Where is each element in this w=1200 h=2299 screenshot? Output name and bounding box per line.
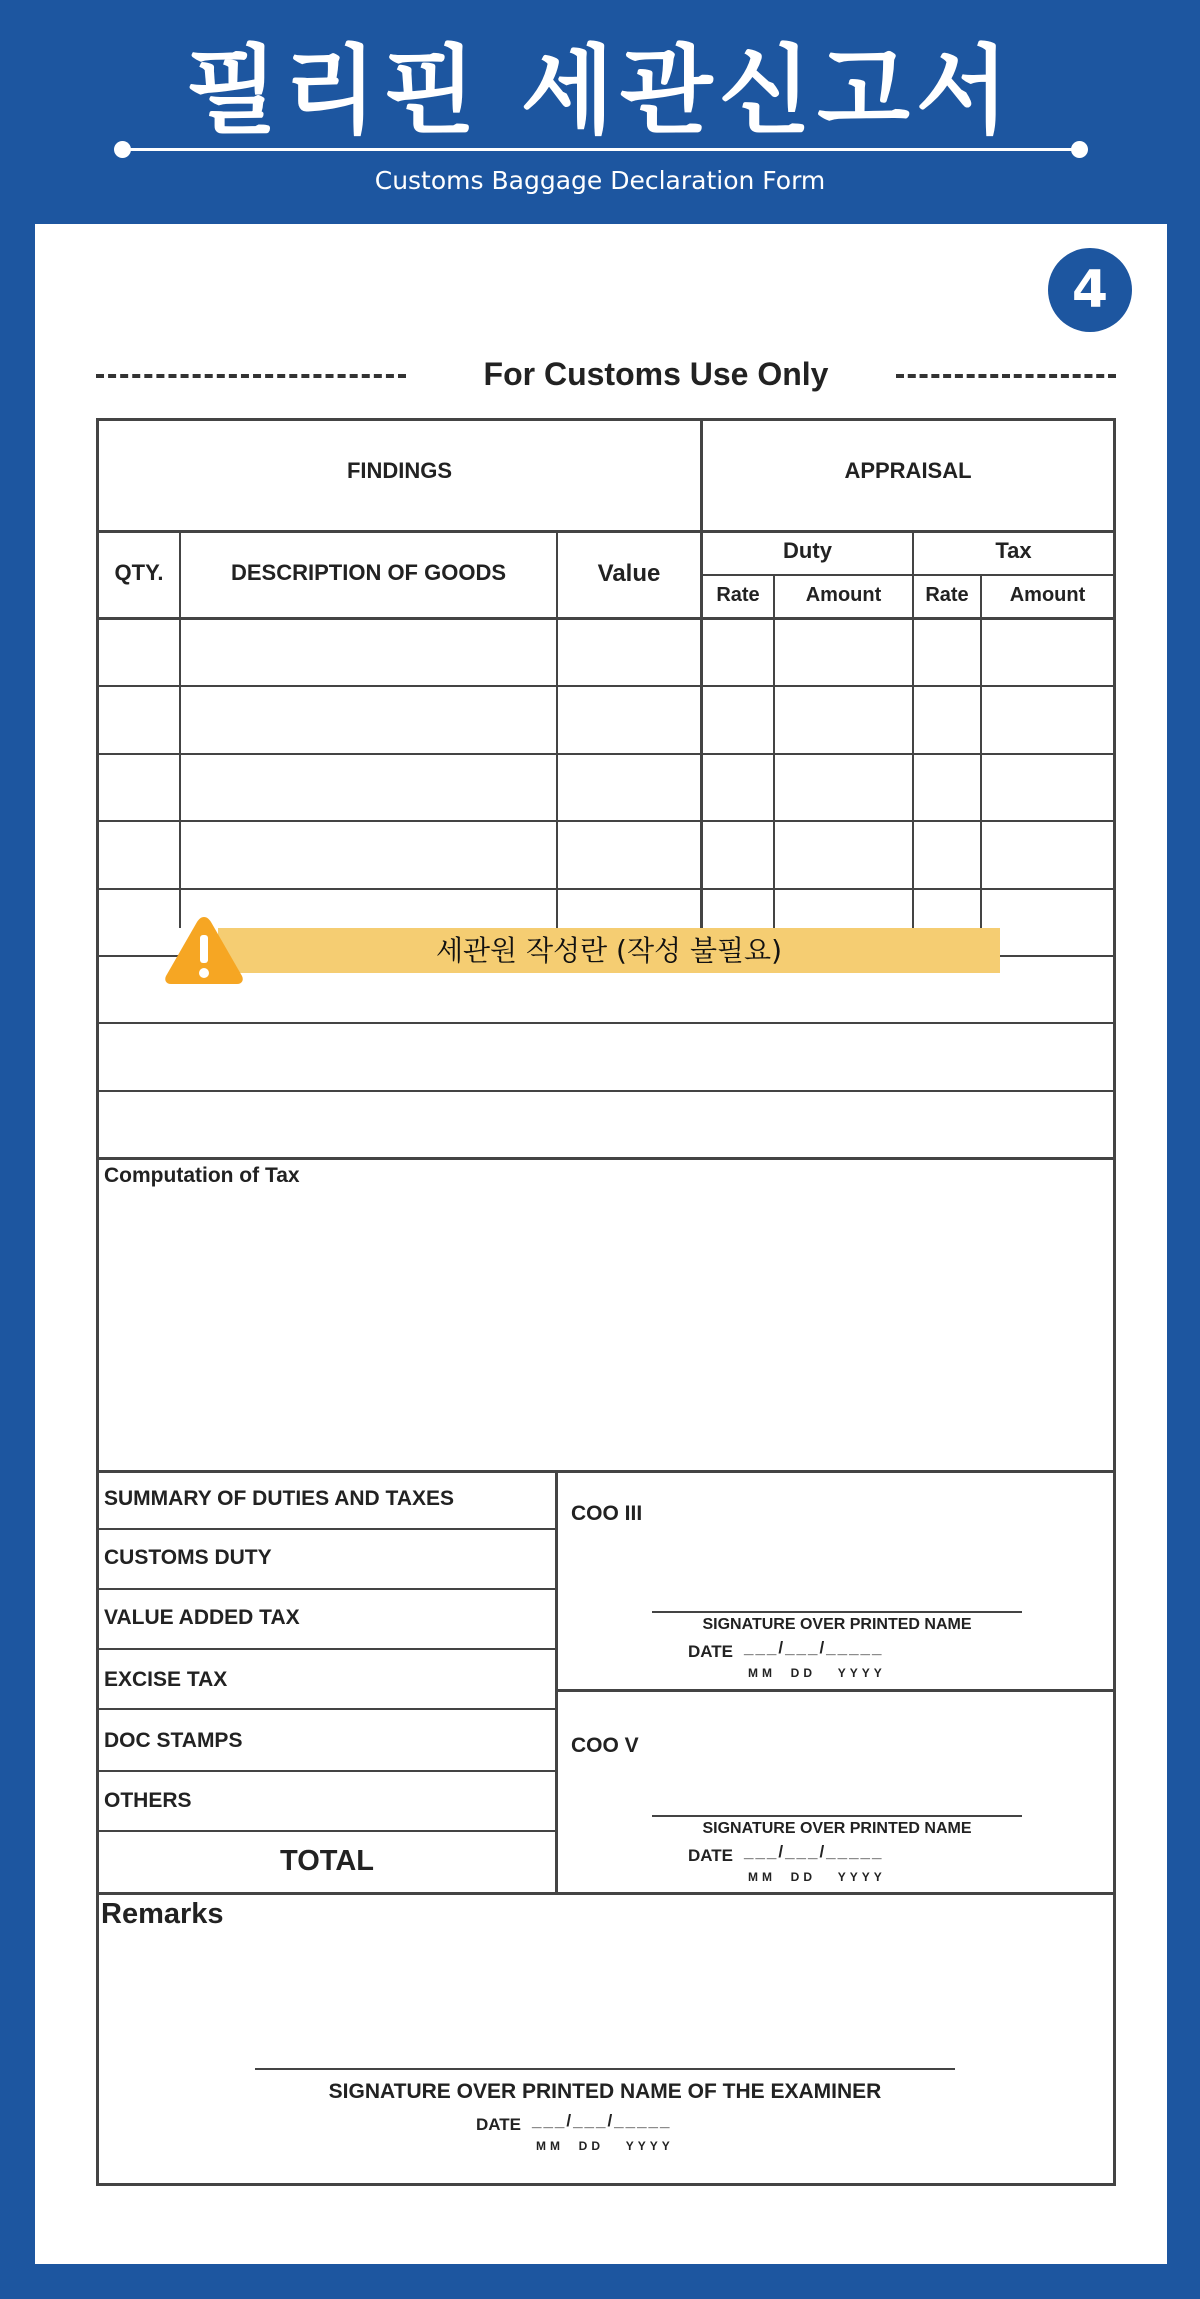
table-border — [980, 574, 982, 928]
table-border — [96, 530, 1116, 533]
summary-row-line — [96, 1770, 556, 1772]
table-border — [96, 418, 1116, 421]
examiner-signature-line — [255, 2068, 955, 2070]
table-border — [700, 418, 703, 928]
table-border — [179, 530, 181, 928]
table-border — [96, 418, 99, 2186]
heading-dash-right — [896, 374, 1116, 378]
value-column-header: Value — [597, 560, 661, 587]
summary-row-line — [96, 1588, 556, 1590]
table-row — [96, 753, 1116, 755]
coo-v-date-format: MM DD YYYY — [748, 1870, 886, 1884]
table-row — [96, 820, 1116, 822]
table-border — [96, 2183, 1116, 2186]
table-row — [96, 1090, 1116, 1092]
examiner-date-label: DATE — [476, 2115, 522, 2134]
coo-iii-signature-label: SIGNATURE OVER PRINTED NAME — [702, 1616, 972, 1633]
title-underline — [122, 148, 1080, 151]
page-number-badge: 4 — [1048, 248, 1132, 332]
coo-iii-label: COO III — [571, 1502, 643, 1525]
coo-iii-signature-line — [652, 1611, 1022, 1613]
table-border — [556, 1689, 1113, 1692]
examiner-signature-label: SIGNATURE OVER PRINTED NAME OF THE EXAMINER — [328, 2080, 882, 2103]
table-border — [1113, 418, 1116, 2186]
doc-stamps-label: DOC STAMPS — [104, 1729, 243, 1752]
tax-column-header: Tax — [995, 538, 1032, 563]
coo-iii-date-label: DATE — [688, 1642, 734, 1661]
customs-use-only-heading — [96, 352, 1116, 396]
duty-rate-header: Rate — [716, 584, 760, 606]
table-border — [96, 1157, 1116, 1160]
coo-v-date-label: DATE — [688, 1846, 734, 1865]
duty-amount-header: Amount — [805, 584, 882, 606]
table-row — [96, 888, 1116, 890]
footer-copyright: ⓒ필리핀관광부 — [1002, 2229, 1152, 2254]
coo-v-date-field: ___/___/_____ — [744, 1842, 884, 1861]
qty-column-header: QTY. — [114, 560, 164, 585]
coo-v-signature-label: SIGNATURE OVER PRINTED NAME — [702, 1820, 972, 1837]
value-added-tax-label: VALUE ADDED TAX — [104, 1606, 300, 1629]
table-border — [702, 574, 1116, 576]
table-border — [96, 1892, 1116, 1895]
page-title: 필리핀 세관신고서 — [185, 35, 1015, 147]
computation-of-tax-label: Computation of Tax — [104, 1164, 300, 1187]
table-border — [773, 574, 775, 928]
officer-only-notice: 세관원 작성란 (작성 불필요) — [218, 928, 1000, 973]
tax-rate-header: Rate — [925, 584, 969, 606]
total-label: TOTAL — [280, 1845, 374, 1877]
title-line-dot-right — [1071, 141, 1088, 158]
remarks-label: Remarks — [101, 1898, 224, 1930]
coo-iii-date-field: ___/___/_____ — [744, 1638, 884, 1657]
findings-header: FINDINGS — [346, 458, 453, 483]
duty-column-header: Duty — [783, 538, 832, 563]
table-border — [96, 1470, 1116, 1473]
warning-icon — [163, 913, 245, 987]
table-row — [96, 685, 1116, 687]
summary-title: SUMMARY OF DUTIES AND TAXES — [104, 1487, 455, 1510]
others-label: OTHERS — [104, 1789, 192, 1812]
coo-v-signature-line — [652, 1815, 1022, 1817]
summary-row-line — [96, 1708, 556, 1710]
examiner-date-format: MM DD YYYY — [536, 2139, 674, 2153]
table-border — [556, 530, 558, 928]
customs-duty-label: CUSTOMS DUTY — [104, 1546, 272, 1569]
table-row — [96, 1022, 1116, 1024]
table-border — [96, 617, 1116, 620]
summary-row-line — [96, 1528, 556, 1530]
heading-dash-left — [96, 374, 406, 378]
footer-date: 2022년 9월 기준 — [46, 2229, 215, 2254]
customs-use-only-label: For Customs Use Only — [483, 356, 829, 392]
tax-amount-header: Amount — [1009, 584, 1086, 606]
appraisal-header: APPRAISAL — [844, 458, 972, 483]
coo-iii-date-format: MM DD YYYY — [748, 1666, 886, 1680]
summary-row-line — [96, 1648, 556, 1650]
excise-tax-label: EXCISE TAX — [104, 1668, 228, 1691]
description-column-header: DESCRIPTION OF GOODS — [230, 560, 507, 585]
coo-v-label: COO V — [571, 1734, 639, 1757]
summary-row-line — [96, 1830, 556, 1832]
examiner-date-field: ___/___/_____ — [532, 2111, 672, 2130]
page-subtitle: Customs Baggage Declaration Form — [374, 166, 826, 195]
